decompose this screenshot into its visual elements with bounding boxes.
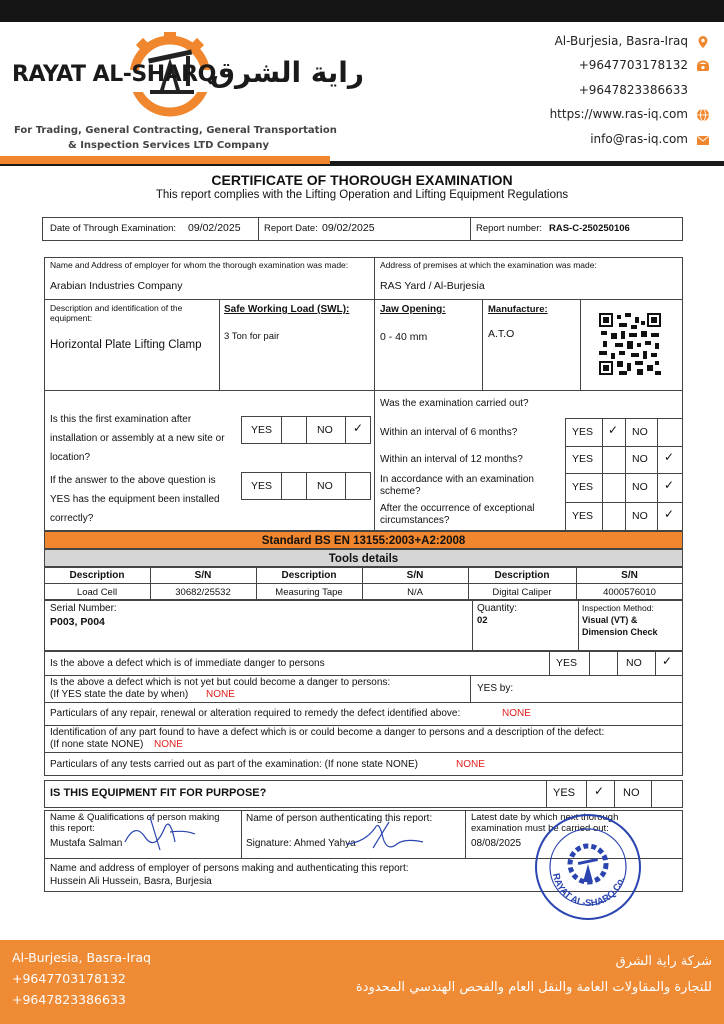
exam-date-label: Date of Through Examination: <box>50 223 177 234</box>
exceptional-no-check[interactable]: ✓ <box>664 507 675 521</box>
tools-cell: 4000576010 <box>603 587 656 598</box>
exceptional-no[interactable]: NO <box>632 510 648 522</box>
footer-company-ar: شركة راية الشرق <box>615 954 712 969</box>
interval-6-no[interactable]: NO <box>632 426 648 438</box>
tools-title: Tools details <box>44 549 683 567</box>
next-exam-label: Latest date by which next thorough examination must be carried out: <box>471 812 619 834</box>
footer-services-ar: للتجارة والمقاولات العامة والنقل العام والفحص الهندسي المحدودة <box>355 980 712 995</box>
tools-header-desc-2: Description <box>281 570 337 581</box>
repair-question: Particulars of any repair, renewal or alteration required to remedy the defect identified above: <box>50 708 461 719</box>
signature-ahmed <box>345 818 425 856</box>
carried-out-question: Was the examination carried out? <box>380 398 529 409</box>
exceptional-yes[interactable]: YES <box>572 510 594 522</box>
first-exam-no[interactable]: NO <box>317 424 333 436</box>
first-exam-no-check[interactable]: ✓ <box>353 421 364 435</box>
method-value: Visual (VT) & Dimension Check <box>582 615 658 637</box>
certificate-subtitle: This report complies with the Lifting Operation and Lifting Equipment Regulations <box>155 189 569 201</box>
premises-value: RAS Yard / Al-Burjesia <box>380 280 485 292</box>
future-danger-question: Is the above a defect which is not yet but could become a danger to persons: <box>50 677 391 688</box>
first-exam-yes[interactable]: YES <box>251 424 273 436</box>
identification-value: NONE <box>154 739 183 750</box>
identification-question: Identification of any part found to have a defect which is or could become a danger to persons and a description of the defect: <box>50 727 605 738</box>
first-exam-question: Is this the first examination after installation or assembly at a new site or location? <box>50 414 225 463</box>
immediate-no-check[interactable]: ✓ <box>662 654 673 668</box>
serial-label: Serial Number: <box>50 603 117 614</box>
footer-address: Al-Burjesia, Basra-Iraq <box>12 950 151 965</box>
standard-banner: Standard BS EN 13155:2003+A2:2008 <box>44 531 683 549</box>
footer-phone-2: +9647823386633 <box>12 992 126 1007</box>
certificate-title: CERTIFICATE OF THOROUGH EXAMINATION <box>211 172 513 188</box>
top-bar <box>0 0 724 22</box>
interval-6-yes-check[interactable]: ✓ <box>608 423 619 437</box>
header-accent-rule <box>0 156 330 164</box>
contact-phone-2: +9647823386633 <box>578 83 688 97</box>
employer-label: Name and Address of employer for whom the thorough examination was made: <box>50 260 349 270</box>
scheme-question: In accordance with an examination scheme? <box>380 474 534 497</box>
interval-6-yes[interactable]: YES <box>572 426 594 438</box>
future-danger-hint: (If YES state the date by when) <box>50 689 189 700</box>
scheme-no-check[interactable]: ✓ <box>664 478 675 492</box>
exam-date: 09/02/2025 <box>188 222 241 234</box>
immediate-no[interactable]: NO <box>626 657 642 669</box>
report-date-label: Report Date: <box>264 223 318 234</box>
tools-cell: Digital Caliper <box>492 587 552 598</box>
tagline-line-2: & Inspection Services LTD Company <box>68 140 270 151</box>
svg-text:RAYAT AL-SHARQ Co.: RAYAT AL-SHARQ Co. <box>550 872 628 910</box>
contact-email[interactable]: info@ras-iq.com <box>590 132 688 146</box>
auth-signature: Signature: Ahmed Yahya <box>246 838 356 849</box>
location-pin-icon <box>696 35 710 49</box>
employer-making-label: Name and address of employer of persons making and authenticating this report: <box>50 863 409 874</box>
method-label: Inspection Method: <box>582 603 654 613</box>
fit-yes-check[interactable]: ✓ <box>594 784 605 798</box>
tools-cell: Load Cell <box>76 587 118 598</box>
serial-value: P003, P004 <box>50 616 105 628</box>
equipment-desc-value: Horizontal Plate Lifting Clamp <box>50 339 202 351</box>
manufacture-value: A.T.O <box>488 328 515 340</box>
tools-cell: 30682/25532 <box>175 587 231 598</box>
interval-12-no[interactable]: NO <box>632 453 648 465</box>
quantity-label: Quantity: <box>477 603 518 614</box>
making-label: Name & Qualifications of person making this report: <box>50 812 220 834</box>
contact-phone-1: +9647703178132 <box>578 58 688 72</box>
footer-phone-1: +9647703178132 <box>12 971 126 986</box>
tests-question: Particulars of any tests carried out as part of the examination: (If none state NONE) <box>50 759 418 770</box>
fit-label: IS THIS EQUIPMENT FIT FOR PURPOSE? <box>50 787 267 799</box>
jaw-label: Jaw Opening: <box>380 304 446 315</box>
auth-label: Name of person authenticating this report: <box>246 813 433 824</box>
globe-icon <box>696 108 710 122</box>
tools-cell: N/A <box>407 587 423 598</box>
tagline-line-1: For Trading, General Contracting, General Transportation <box>14 125 337 136</box>
jaw-value: 0 - 40 mm <box>380 331 428 343</box>
installed-no[interactable]: NO <box>317 480 333 492</box>
premises-label: Address of premises at which the examination was made: <box>380 260 597 270</box>
contact-address: Al-Burjesia, Basra-Iraq <box>554 34 688 48</box>
tools-header-desc-3: Description <box>494 570 550 581</box>
quantity-value: 02 <box>477 615 488 626</box>
envelope-icon <box>696 133 710 147</box>
next-exam-date: 08/08/2025 <box>471 838 522 849</box>
tools-header-sn-3: S/N <box>621 570 638 581</box>
immediate-danger-question: Is the above a defect which is of immediate danger to persons <box>50 658 325 669</box>
qr-code[interactable] <box>599 313 661 375</box>
footer <box>0 940 724 1024</box>
report-number-label: Report number: <box>476 223 543 234</box>
tests-value: NONE <box>456 759 485 770</box>
immediate-yes[interactable]: YES <box>556 657 578 669</box>
phone-icon <box>696 59 710 73</box>
installed-yes[interactable]: YES <box>251 480 273 492</box>
interval-12-no-check[interactable]: ✓ <box>664 450 675 464</box>
interval-12-question: Within an interval of 12 months? <box>380 454 523 465</box>
swl-label: Safe Working Load (SWL): <box>224 304 350 315</box>
tools-header-desc-1: Description <box>69 570 125 581</box>
swl-value: 3 Ton for pair <box>224 331 280 342</box>
interval-6-question: Within an interval of 6 months? <box>380 427 518 438</box>
installed-question: If the answer to the above question is YES has the equipment been installed correctly? <box>50 475 220 524</box>
exceptional-question: After the occurrence of exceptional circumstances? <box>380 503 535 526</box>
scheme-no[interactable]: NO <box>632 481 648 493</box>
report-date: 09/02/2025 <box>322 222 375 234</box>
identification-hint: (If none state NONE) <box>50 739 144 750</box>
manufacture-label: Manufacture: <box>488 304 548 315</box>
logo-text-ar: راية الشرق <box>210 56 365 89</box>
report-number: RAS-C-250250106 <box>549 223 630 234</box>
scheme-yes[interactable]: YES <box>572 481 594 493</box>
employer-value: Arabian Industries Company <box>50 280 183 292</box>
fit-yes[interactable]: YES <box>553 787 576 799</box>
tools-header-sn-1: S/N <box>194 570 212 581</box>
interval-12-yes[interactable]: YES <box>572 453 594 465</box>
tools-cell: Measuring Tape <box>275 587 343 598</box>
tools-header-sn-2: S/N <box>406 570 424 581</box>
signature-mustafa <box>120 812 200 852</box>
making-name: Mustafa Salman <box>50 838 123 849</box>
company-stamp <box>533 812 643 922</box>
repair-value: NONE <box>502 708 531 719</box>
equipment-desc-label: Description and identification of the equipment: <box>50 303 183 323</box>
contact-website[interactable]: https://www.ras-iq.com <box>549 107 688 121</box>
logo-text-en: RAYAT AL-SHARQ <box>12 62 216 87</box>
employer-making-value: Hussein Ali Hussein, Basra, Burjesia <box>50 876 212 887</box>
fit-no[interactable]: NO <box>623 787 640 799</box>
future-danger-value: NONE <box>206 689 235 700</box>
yes-by-label: YES by: <box>477 683 514 694</box>
